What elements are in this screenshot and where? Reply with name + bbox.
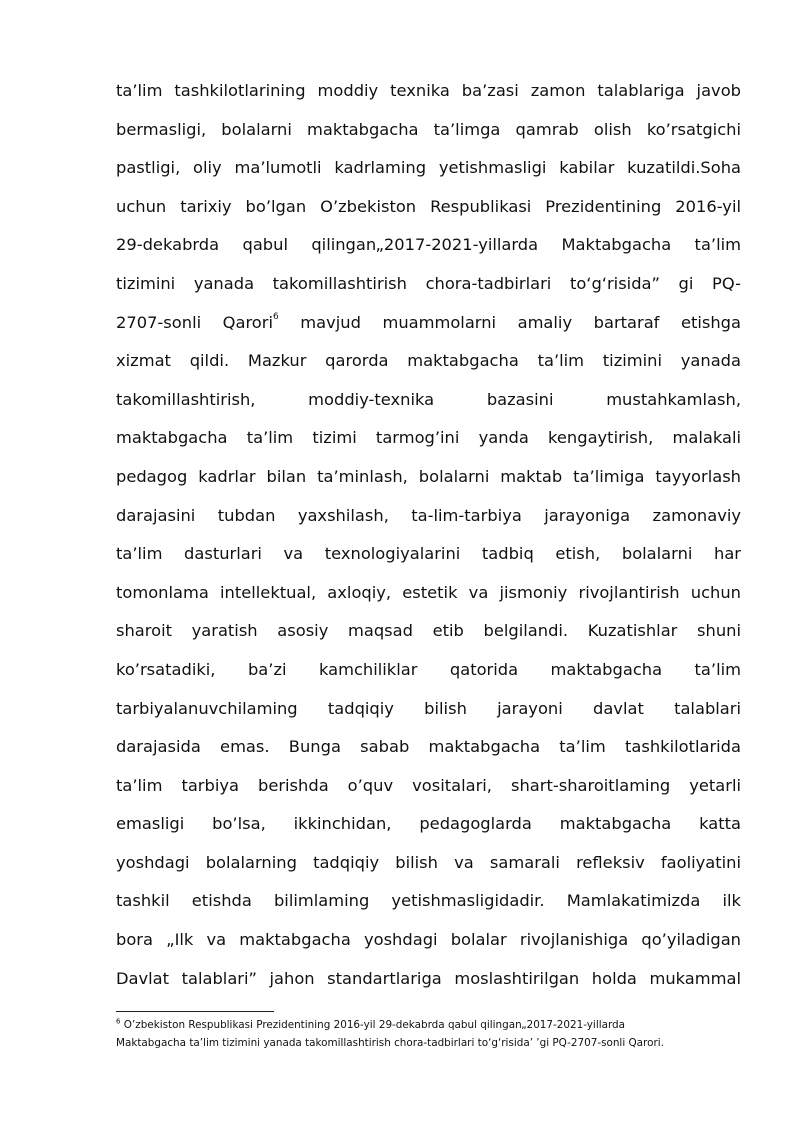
text-line: darajasida emas. Bunga sabab maktabgacha ta’lim tashkilotlarida xyxy=(116,737,741,757)
text-line: tashkil etishda bilimlaming yetishmasligidadir. Mamlakatimizda ilk xyxy=(116,891,741,911)
text-line: darajasini tubdan yaxshilash, ta-lim-tarbiya jarayoniga zamonaviy xyxy=(116,505,741,525)
text-line: ta’lim tarbiya berishda o’quv vositalari, shart-sharoitlaming yetarli xyxy=(116,775,741,795)
text-line: sharoit yaratish asosiy maqsad etib belgilandi. Kuzatishlar shuni xyxy=(116,621,741,641)
text-fragment: 2707-sonli Qarori xyxy=(116,312,273,332)
text-line: tizimini yanada takomillashtirish chora-tadbirlari to‘g‘risida” gi PQ- xyxy=(116,273,741,293)
text-line: ko’rsatadiki, ba’zi kamchiliklar qatorida maktabgacha ta’lim xyxy=(116,659,741,679)
text-line: yoshdagi bolalarning tadqiqiy bilish va samarali refleksiv faoliyatini xyxy=(116,852,741,872)
text-line: Davlat talablari” jahon standartlariga moslashtirilgan holda mukammal xyxy=(116,968,741,988)
text-line: 29-dekabrda qabul qilingan„2017-2021-yillarda Maktabgacha ta’lim xyxy=(116,235,741,255)
body-text xyxy=(116,72,741,998)
footnote-separator xyxy=(116,1011,274,1012)
text-line: emasligi bo’lsa, ikkinchidan, pedagoglarda maktabgacha katta xyxy=(116,814,741,834)
text-line: maktabgacha ta’lim tizimi tarmog’ini yanda kengaytirish, malakali xyxy=(116,428,741,448)
text-line: ta’lim tashkilotlarining moddiy texnika ba’zasi zamon talablariga javob xyxy=(116,81,741,100)
footnote-number: 6 xyxy=(116,1017,121,1026)
text-line: xizmat qildi. Mazkur qarorda maktabgacha ta’lim tizimini yanada xyxy=(116,351,741,371)
text-line: tarbiyalanuvchilaming tadqiqiy bilish jarayoni davlat talablari xyxy=(116,698,741,718)
text-line: ta’lim dasturlari va texnologiyalarini tadbiq etish, bolalarni har xyxy=(116,544,741,564)
text-line: bermasligi, bolalarni maktabgacha ta’limga qamrab olish ko’rsatgichi xyxy=(116,119,741,139)
text-line: pedagog kadrlar bilan ta’minlash, bolalarni maktab ta’limiga tayyorlash xyxy=(116,466,741,486)
text-line: bora „Ilk va maktabgacha yoshdagi bolalar rivojlanishiga qo’yiladigan xyxy=(116,930,741,950)
footnote-line: Maktabgacha ta’lim tizimini yanada takomillashtirish chora-tadbirlari to‘g‘risida’ ’gi PQ-2707-sonli Qarori. xyxy=(116,1036,664,1049)
text-line: pastligi, oliy ma’lumotli kadrlaming yetishmasligi kabilar kuzatildi.Soha xyxy=(116,158,741,178)
text-line: tomonlama intellektual, axloqiy, estetik va jismoniy rivojlantirish uchun xyxy=(116,582,741,602)
text-fragment: mavjud muammolarni amaliy bartaraf etishga xyxy=(278,312,741,332)
footnote-line xyxy=(116,1017,756,1035)
text-line: uchun tarixiy bo’lgan O’zbekiston Respublikasi Prezidentining 2016-yil xyxy=(116,196,741,216)
footnote-reference[interactable]: 6 xyxy=(272,312,279,323)
footnote xyxy=(116,1017,756,1052)
footnote-text: O’zbekiston Respublikasi Prezidentining 2016-yil 29-dekabrda qabul qilingan„2017-2021-yillarda xyxy=(120,1019,626,1031)
text-line: takomillashtirish, moddiy-texnika bazasini mustahkamlash, xyxy=(116,389,741,409)
text-line-with-footnote xyxy=(116,304,741,343)
